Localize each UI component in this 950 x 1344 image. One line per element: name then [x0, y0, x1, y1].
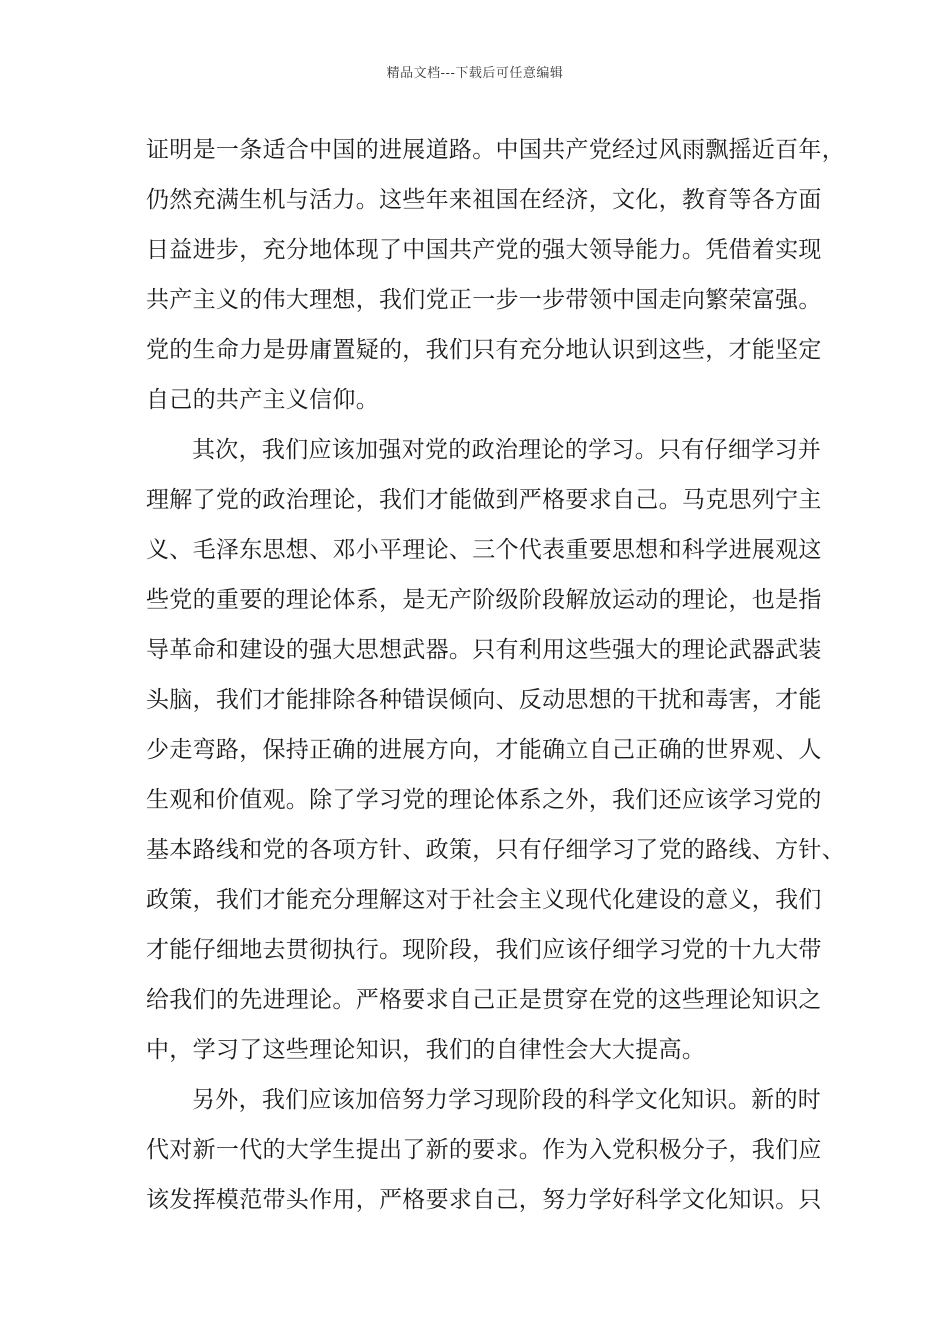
document-body [146, 130, 845, 1230]
text-line: 义、毛泽东思想、邓小平理论、三个代表重要思想和科学进展观这 [146, 537, 822, 563]
text-line: 少走弯路，保持正确的进展方向，才能确立自己正确的世界观、人 [146, 737, 822, 763]
page-header: 精品文档---下载后可任意编辑 [386, 66, 564, 81]
text-line: 给我们的先进理论。严格要求自己正是贯穿在党的这些理论知识之 [146, 987, 822, 1013]
text-line: 党的生命力是毋庸置疑的，我们只有充分地认识到这些，才能坚定 [146, 337, 822, 363]
text-line: 政策，我们才能充分理解这对于社会主义现代化建设的意义，我们 [146, 887, 822, 913]
text-line: 头脑，我们才能排除各种错误倾向、反动思想的干扰和毒害，才能 [146, 687, 822, 713]
text-line: 代对新一代的大学生提出了新的要求。作为入党积极分子，我们应 [146, 1137, 822, 1163]
text-line: 些党的重要的理论体系，是无产阶级阶段解放运动的理论，也是指 [146, 587, 822, 613]
text-line: 该发挥模范带头作用，严格要求自己，努力学好科学文化知识。只 [146, 1187, 822, 1213]
text-line: 自己的共产主义信仰。 [146, 387, 379, 413]
text-line: 仍然充满生机与活力。这些年来祖国在经济，文化，教育等各方面 [146, 187, 822, 213]
paragraph-start-line: 其次，我们应该加强对党的政治理论的学习。只有仔细学习并 [192, 437, 822, 463]
text-line: 日益进步，充分地体现了中国共产党的强大领导能力。凭借着实现 [146, 237, 822, 263]
text-line: 证明是一条适合中国的进展道路。中国共产党经过风雨飘摇近百年， [146, 137, 845, 163]
text-line: 理解了党的政治理论，我们才能做到严格要求自己。马克思列宁主 [146, 487, 822, 513]
text-line: 中，学习了这些理论知识，我们的自律性会大大提高。 [146, 1037, 706, 1063]
text-line: 导革命和建设的强大思想武器。只有利用这些强大的理论武器武装 [146, 637, 822, 663]
paragraph-start-line: 另外，我们应该加倍努力学习现阶段的科学文化知识。新的时 [192, 1087, 822, 1113]
text-line: 才能仔细地去贯彻执行。现阶段，我们应该仔细学习党的十九大带 [146, 937, 822, 963]
text-line: 基本路线和党的各项方针、政策，只有仔细学习了党的路线、方针、 [146, 837, 845, 863]
text-line: 生观和价值观。除了学习党的理论体系之外，我们还应该学习党的 [146, 787, 822, 813]
text-line: 共产主义的伟大理想，我们党正一步一步带领中国走向繁荣富强。 [146, 287, 822, 313]
